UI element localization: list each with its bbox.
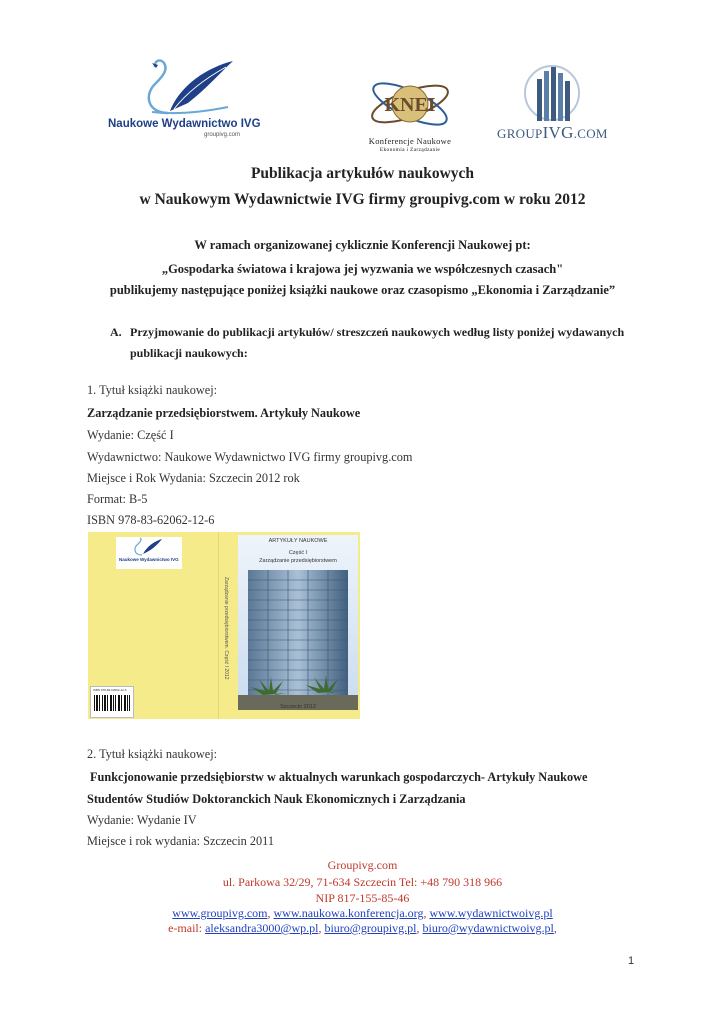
cover-front-part: Część I — [288, 550, 308, 556]
cover-barcode — [90, 686, 134, 718]
book2-edition: Wydanie: Wydanie IV — [87, 813, 197, 827]
book2-heading: 2. Tytuł książki naukowej: — [87, 747, 218, 761]
cover-logo-text: Naukowe Wydawnictwo IVG — [119, 557, 179, 562]
cover-publisher-logo — [116, 537, 182, 569]
page-number: 1 — [628, 955, 635, 967]
book1-format: Format: B-5 — [87, 492, 148, 506]
intro-line2: „Gospodarka światowa i krajowa jej wyzwania we współczesnych czasach" — [161, 262, 564, 276]
section-a-heading-line2: publikacji naukowych: — [130, 346, 248, 360]
barcode-icon — [91, 693, 133, 715]
footer-emails: e-mail: aleksandra3000@wp.pl, biuro@groupivg.pl, biuro@wydawnictwoivg.pl, — [168, 921, 557, 935]
footer-websites: www.groupivg.com, www.naukowa.konferencja.org, www.wydawnictwoivg.pl — [172, 906, 553, 920]
footer-address: ul. Parkowa 32/29, 71-634 Szczecin Tel: +48 790 318 966 — [222, 875, 503, 889]
link-email-aleksandra[interactable]: aleksandra3000@wp.pl — [205, 921, 319, 935]
cover-front-subtitle: Zarządzanie przedsiębiorstwem — [259, 558, 337, 564]
knei-line2: Ekonomia i Zarządzanie — [379, 147, 441, 153]
knei-line1: Konferencje Naukowe — [368, 136, 452, 146]
book2-title-line1: Funkcjonowanie przedsiębiorstw w aktualnych warunkach gospodarczych- Artykuły Naukowe — [90, 770, 588, 784]
groupivg-logo — [497, 65, 607, 145]
ivg-logo-sub: groupivg.com — [204, 132, 241, 138]
book1-place: Miejsce i Rok Wydania: Szczecin 2012 rok — [87, 471, 300, 485]
link-groupivg[interactable]: www.groupivg.com — [172, 906, 268, 920]
globe-orbit-icon — [355, 72, 465, 136]
link-wydawnictwoivg[interactable]: www.wydawnictwoivg.pl — [429, 906, 553, 920]
section-a-heading-line1: Przyjmowanie do publikacji artykułów/ streszczeń naukowych według listy poniżej wydawanych — [130, 325, 625, 339]
cover-back — [88, 532, 218, 719]
groupivg-logo-text: GROUPIVG.COM — [497, 123, 608, 142]
book1-edition: Wydanie: Część I — [87, 428, 174, 442]
cover-front-heading: ARTYKUŁY NAUKOWE — [268, 538, 328, 544]
page-title-line2: w Naukowym Wydawnictwie IVG firmy groupivg.com w roku 2012 — [139, 191, 586, 208]
skyscraper-globe-icon — [497, 65, 607, 123]
book1-heading: 1. Tytuł książki naukowej: — [87, 383, 218, 397]
footer-company: Groupivg.com — [327, 858, 398, 872]
link-email-biuro-groupivg[interactable]: biuro@groupivg.pl — [324, 921, 417, 935]
intro-line3: publikujemy następujące poniżej książki naukowe oraz czasopismo „Ekonomia i Zarządzanie” — [109, 283, 616, 297]
swan-icon — [116, 537, 182, 557]
book1-isbn: ISBN 978-83-62062-12-6 — [87, 513, 215, 527]
email-label: e-mail: — [168, 921, 203, 935]
book2-place: Miejsce i rok wydania: Szczecin 2011 — [87, 834, 275, 848]
link-email-biuro-wydawnictwo[interactable]: biuro@wydawnictwoivg.pl — [422, 921, 554, 935]
cover-spine-text: Zarządzanie przedsiębiorstwem. Część I 2012 — [223, 577, 229, 680]
intro-line1: W ramach organizowanej cyklicznie Konferencji Naukowej pt: — [194, 238, 531, 252]
cover-front — [236, 532, 360, 719]
ivg-publisher-logo — [108, 55, 268, 155]
section-a-marker: A. — [110, 325, 122, 339]
cover-spine — [218, 532, 237, 719]
book1-publisher: Wydawnictwo: Naukowe Wydawnictwo IVG firmy groupivg.com — [87, 450, 413, 464]
book2-title-line2: Studentów Studiów Doktoranckich Nauk Ekonomicznych i Zarządzania — [87, 792, 466, 806]
book1-title: Zarządzanie przedsiębiorstwem. Artykuły Naukowe — [87, 406, 361, 420]
knei-conference-logo — [355, 72, 465, 162]
ivg-logo-name: Naukowe Wydawnictwo IVG — [108, 118, 261, 130]
link-konferencja[interactable]: www.naukowa.konferencja.org — [273, 906, 424, 920]
footer-nip: NIP 817-155-85-46 — [315, 891, 410, 905]
cover-front-place: Szczecin 2012 — [280, 704, 316, 710]
book1-cover-image — [88, 532, 360, 719]
cover-barcode-text: ISBN 978-83-62062-12-6 — [93, 688, 127, 692]
knei-letters: KNEI — [384, 94, 436, 116]
swan-feather-icon — [108, 55, 268, 117]
page-title-line1: Publikacja artykułów naukowych — [250, 165, 475, 182]
